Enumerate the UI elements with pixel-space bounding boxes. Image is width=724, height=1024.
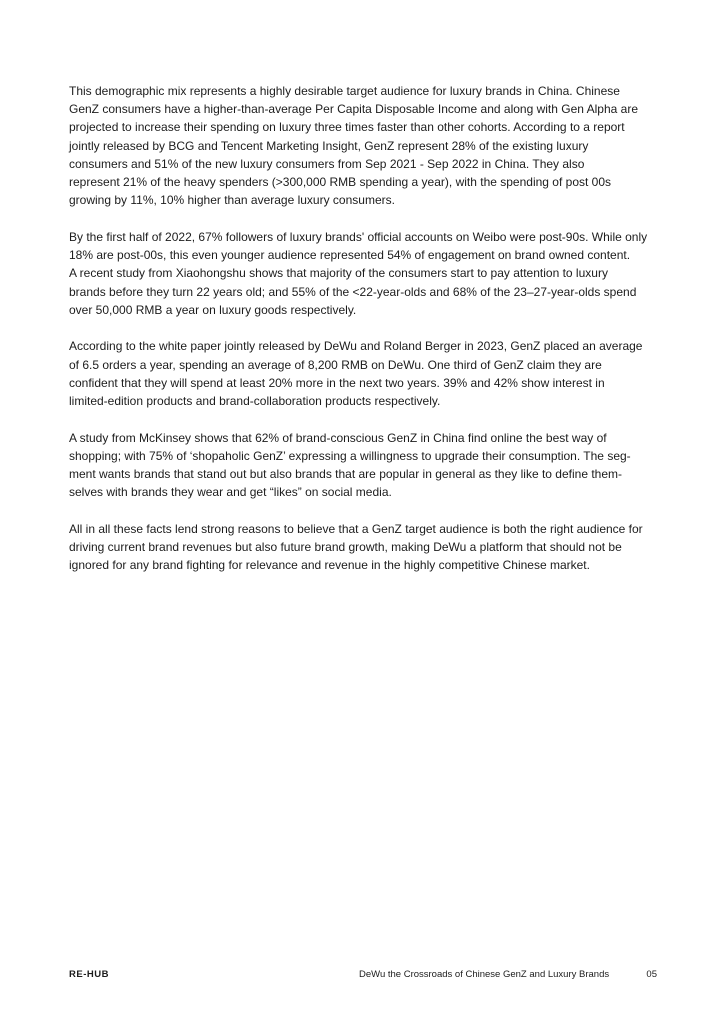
text-line: of 6.5 orders a year, spending an average of 8,200 RMB on DeWu. One third of GenZ claim they are (69, 357, 602, 372)
page-footer (69, 969, 657, 983)
text-line: A recent study from Xiaohongshu shows that majority of the consumers start to pay attention to luxury (69, 266, 608, 281)
paragraph-demographic-mix (69, 82, 661, 209)
text-line: over 50,000 RMB a year on luxury goods respectively. (69, 302, 357, 317)
paragraph-mckinsey-study (69, 429, 661, 502)
text-line: All in all these facts lend strong reasons to believe that a GenZ target audience is both the right audience for (69, 522, 643, 537)
text-line: growing by 11%, 10% higher than average luxury consumers. (69, 193, 395, 208)
text-line: brands before they turn 22 years old; and 55% of the <22-year-olds and 68% of the 23–27-year-olds spend (69, 284, 637, 299)
body-text (69, 82, 661, 593)
text-line: projected to increase their spending on luxury three times faster than other cohorts. According to a report (69, 120, 625, 135)
text-line: 18% are post-00s, this even younger audience represented 54% of engagement on brand owned content. (69, 248, 631, 263)
footer-brand: RE-HUB (69, 969, 109, 980)
text-line: ment wants brands that stand out but also brands that are popular in general as they like to define them- (69, 467, 623, 482)
text-line: According to the white paper jointly released by DeWu and Roland Berger in 2023, GenZ placed an average (69, 339, 643, 354)
text-line: selves with brands they wear and get “likes” on social media. (69, 485, 392, 500)
text-line: driving current brand revenues but also future brand growth, making DeWu a platform that should not be (69, 540, 622, 555)
text-line: represent 21% of the heavy spenders (>300,000 RMB spending a year), with the spending of post 00s (69, 175, 612, 190)
footer-document-title: DeWu the Crossroads of Chinese GenZ and Luxury Brands (359, 969, 610, 980)
text-line: consumers and 51% of the new luxury consumers from Sep 2021 - Sep 2022 in China. They also (69, 156, 585, 171)
paragraph-weibo-xiaohongshu (69, 228, 661, 319)
paragraph-conclusion (69, 520, 661, 575)
text-line: confident that they will spend at least 20% more in the next two years. 39% and 42% show interest in (69, 375, 605, 390)
text-line: GenZ consumers have a higher-than-average Per Capita Disposable Income and along with Gen Alpha are (69, 102, 638, 117)
text-line: jointly released by BCG and Tencent Marketing Insight, GenZ represent 28% of the existing luxury (69, 138, 589, 153)
text-line: ignored for any brand fighting for relevance and revenue in the highly competitive Chinese market. (69, 558, 590, 573)
paragraph-dewu-white-paper (69, 337, 661, 410)
text-line: limited-edition products and brand-collaboration products respectively. (69, 394, 441, 409)
page-number: 05 (646, 969, 657, 980)
text-line: shopping; with 75% of ‘shopaholic GenZ’ expressing a willingness to upgrade their consumption. The seg- (69, 448, 631, 463)
text-line: A study from McKinsey shows that 62% of brand-conscious GenZ in China find online the best way of (69, 430, 607, 445)
text-line: This demographic mix represents a highly desirable target audience for luxury brands in China. Chinese (69, 84, 620, 98)
text-line: By the first half of 2022, 67% followers of luxury brands' official accounts on Weibo were post-90s. While only (69, 229, 648, 244)
